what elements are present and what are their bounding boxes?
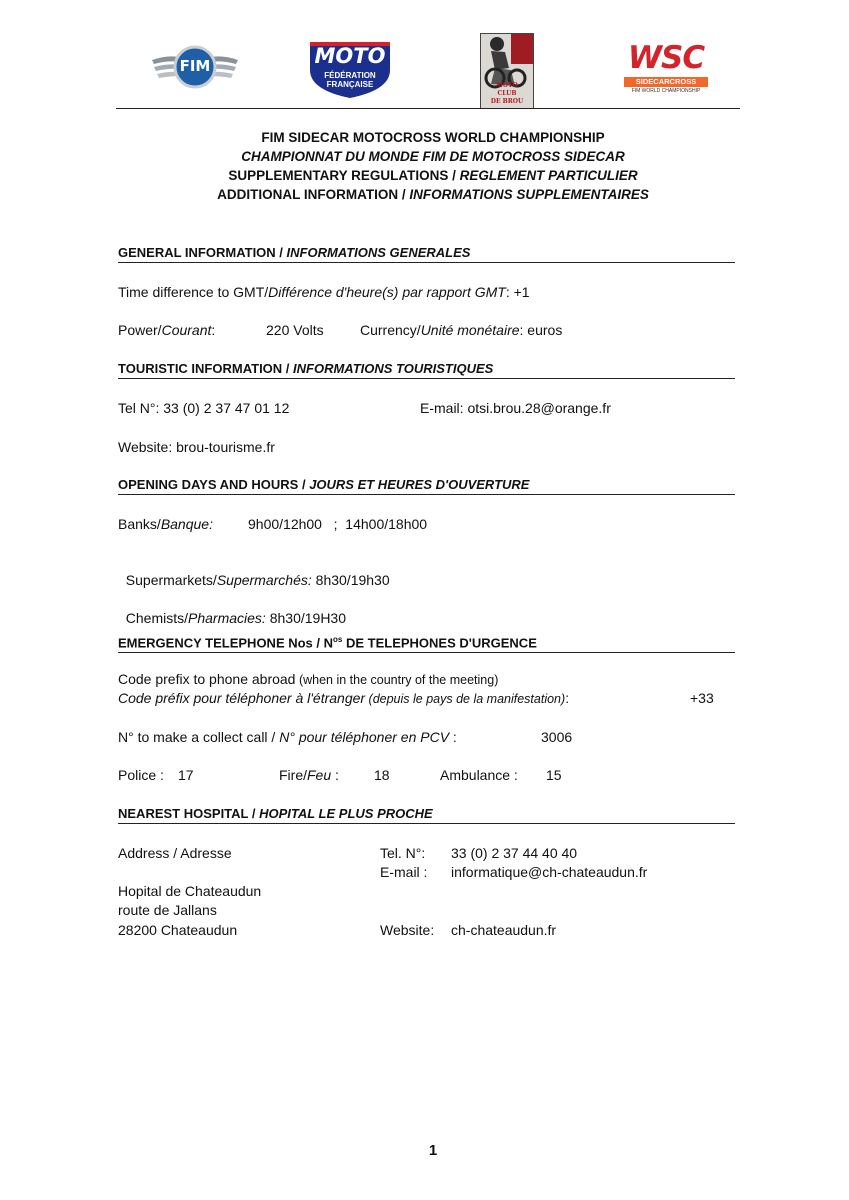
supermarkets-label-en: Supermarkets/	[125, 572, 217, 588]
chemists-row	[118, 593, 346, 627]
title-line-4-en: ADDITIONAL INFORMATION /	[217, 187, 410, 202]
supermarkets-hours: 8h30/19h30	[311, 572, 390, 588]
prefix-fr-row	[118, 690, 569, 708]
hospital-name: Hopital de Chateaudun	[118, 883, 262, 899]
time-label-fr: Différence d'heure(s) par rapport GMT	[268, 284, 506, 300]
fire-label-en: Fire/	[279, 767, 307, 783]
hospital-website-label: Website:	[380, 922, 435, 938]
collect-label-en: N° to make a collect call /	[118, 729, 280, 745]
opening-heading-en: OPENING DAYS AND HOURS /	[118, 477, 310, 492]
title-line-4-fr: INFORMATIONS SUPPLEMENTAIRES	[409, 187, 649, 202]
prefix-label-fr: Code préfix pour téléphoner à l'étranger	[118, 690, 366, 706]
fire-colon: :	[331, 767, 339, 783]
prefix-en-row	[118, 671, 498, 689]
prefix-note-fr: (depuis le pays de la manifestation)	[365, 692, 566, 706]
fire-value: 18	[374, 767, 390, 783]
wsc-small-text: FIM WORLD CHAMPIONSHIP	[631, 88, 701, 94]
supermarkets-label-fr: Supermarchés:	[216, 572, 312, 588]
hospital-tel-value: 33 (0) 2 37 44 40 40	[451, 845, 578, 861]
emergency-heading-sup: os	[333, 635, 343, 644]
collect-colon: :	[449, 729, 457, 745]
page-number: 1	[428, 1142, 438, 1159]
emergency-heading-en: EMERGENCY TELEPHONE Nos / N	[118, 635, 334, 651]
hospital-street: route de Jallans	[118, 902, 217, 918]
police-value: 17	[178, 767, 194, 783]
club-line2-text: CLUB	[497, 90, 517, 97]
fim-logo	[150, 40, 240, 94]
title-line-3-fr: REGLEMENT PARTICULIER	[459, 168, 638, 183]
title-line-2: CHAMPIONNAT DU MONDE FIM DE MOTOCROSS SIDECAR	[241, 149, 625, 164]
prefix-value: +33	[690, 690, 714, 706]
currency-label-fr: Unité monétaire	[420, 322, 520, 338]
ambulance-value: 15	[546, 767, 562, 783]
hospital-heading-fr: HOPITAL LE PLUS PROCHE	[259, 806, 433, 821]
power-colon: :	[211, 322, 216, 338]
touristic-heading-fr: INFORMATIONS TOURISTIQUES	[293, 361, 494, 376]
currency-row	[360, 322, 562, 339]
ffm-logo	[306, 40, 394, 100]
ffm-moto-text: MOTO	[314, 44, 386, 68]
prefix-note-en: (when in the country of the meeting)	[295, 673, 499, 687]
power-value: 220 Volts	[266, 322, 324, 338]
chemists-hours: 8h30/19H30	[265, 610, 347, 626]
banks-label	[118, 516, 213, 533]
ffm-line1-text: FÉDÉRATION	[324, 71, 376, 80]
fim-logo-text: FIM	[179, 57, 211, 75]
prefix-colon: :	[565, 690, 570, 706]
general-heading-fr: INFORMATIONS GENERALES	[286, 245, 471, 260]
hospital-address-label: Address / Adresse	[118, 845, 232, 861]
banks-label-fr: Banque:	[160, 516, 213, 532]
general-heading-en: GENERAL INFORMATION /	[118, 245, 287, 260]
touristic-heading-en: TOURISTIC INFORMATION /	[118, 361, 294, 376]
section-hospital-heading	[118, 806, 735, 824]
time-value: : +1	[505, 284, 530, 300]
hospital-website-value: ch-chateaudun.fr	[451, 922, 557, 938]
collect-call-label	[118, 729, 457, 746]
ffm-line2-text: FRANÇAISE	[326, 80, 374, 89]
currency-label-en: Currency/	[360, 322, 421, 338]
wsc-sub-text: SIDECARCROSS	[624, 77, 708, 87]
moto-club-brou-logo	[480, 33, 534, 109]
tourist-email: E-mail: otsi.brou.28@orange.fr	[420, 400, 611, 416]
hospital-city: 28200 Chateaudun	[118, 922, 238, 938]
chemists-label-fr: Pharmacies:	[188, 610, 266, 626]
club-line3-text: DE BROU	[490, 98, 524, 105]
wsc-logo-text: WSC	[627, 40, 705, 76]
wsc-logo	[618, 42, 710, 96]
time-difference-row	[118, 284, 530, 301]
emergency-heading-fr: DE TELEPHONES D'URGENCE	[342, 635, 537, 651]
chemists-label-en: Chemists/	[125, 610, 189, 626]
banks-label-en: Banks/	[118, 516, 161, 532]
hospital-tel-label: Tel. N°:	[380, 845, 426, 861]
opening-heading-fr: JOURS ET HEURES D'OUVERTURE	[309, 477, 530, 492]
power-label-fr: Courant	[161, 322, 212, 338]
title-line-4	[0, 185, 849, 204]
title-line-1: FIM SIDECAR MOTOCROSS WORLD CHAMPIONSHIP	[261, 130, 605, 145]
section-opening-heading	[118, 477, 735, 495]
title-line-3	[0, 166, 849, 185]
collect-call-value: 3006	[541, 729, 573, 745]
banks-hours: 9h00/12h00 ; 14h00/18h00	[248, 516, 428, 532]
police-label: Police :	[118, 767, 164, 783]
header-divider	[116, 108, 740, 109]
section-touristic-heading	[118, 361, 735, 379]
currency-value: : euros	[519, 322, 563, 338]
supermarkets-row	[118, 555, 390, 589]
fire-label	[279, 767, 339, 784]
hospital-email-value: informatique@ch-chateaudun.fr	[451, 864, 648, 880]
hospital-email-label: E-mail :	[380, 864, 428, 880]
power-label-en: Power/	[118, 322, 162, 338]
section-general-heading	[118, 245, 735, 263]
fire-label-fr: Feu	[307, 767, 332, 783]
time-label-en: Time difference to GMT/	[118, 284, 269, 300]
prefix-label-en: Code prefix to phone abroad	[118, 671, 296, 687]
collect-label-fr: N° pour téléphoner en PCV	[279, 729, 450, 745]
tourist-tel: Tel N°: 33 (0) 2 37 47 01 12	[118, 400, 290, 416]
section-emergency-heading	[118, 632, 735, 653]
title-line-3-en: SUPPLEMENTARY REGULATIONS /	[228, 168, 460, 183]
power-label	[118, 322, 215, 339]
ambulance-label: Ambulance :	[440, 767, 518, 783]
hospital-heading-en: NEAREST HOSPITAL /	[118, 806, 260, 821]
club-line1-text: MOTO	[496, 82, 518, 89]
tourist-website: Website: brou-tourisme.fr	[118, 439, 275, 455]
